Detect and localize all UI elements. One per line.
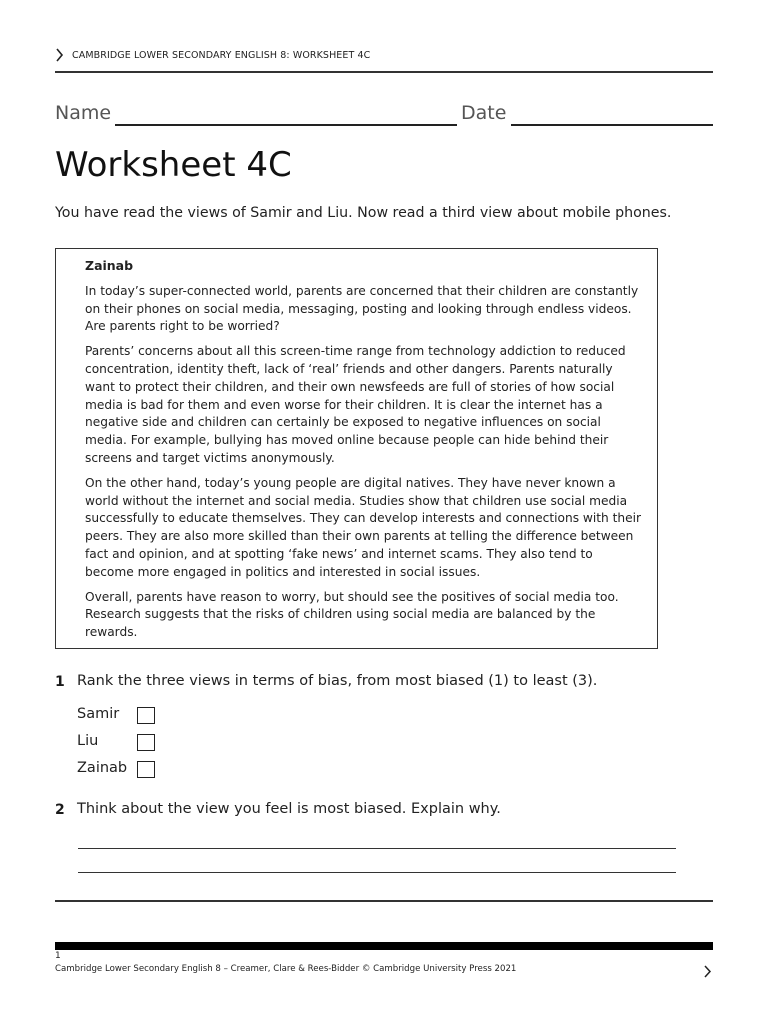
rank-checkbox-liu[interactable]	[137, 734, 155, 751]
intro-text: You have read the views of Samir and Liu. Now read a third view about mobile phones.	[55, 205, 672, 221]
name-field[interactable]	[115, 124, 457, 126]
text-paragraph: On the other hand, today’s young people are digital natives. They have never known a world without the internet and social media. Studies show that children use social media successfully to educate themselves. They can develop interests and connections with their peers. They are also more skilled than their own parents at telling the difference between fact and opinion, and at spotting ‘fake news’ and internet scams. They also tend to become more engaged in politics and interested in social issues.	[85, 475, 642, 579]
answer-line[interactable]	[78, 872, 676, 873]
question-2-number: 2	[55, 802, 65, 818]
section-divider	[55, 900, 713, 902]
rank-option-label: Liu	[77, 733, 99, 749]
rank-option-label: Samir	[77, 706, 120, 722]
name-date-row	[55, 102, 713, 130]
page-number: 1	[55, 951, 61, 961]
worksheet-title: Worksheet 4C	[55, 145, 292, 185]
answer-line[interactable]	[78, 848, 676, 849]
text-paragraph: Parents’ concerns about all this screen-time range from technology addiction to reduced concentration, identity theft, lack of ‘real’ friends and other dangers. Parents naturally want to protect their children, and their own newsfeeds are full of stories of how social media is bad for them and even worse for their children. It is clear the internet has a negative side and children can certainly be exposed to negative influences on social media. For example, bullying has moved online because people can hide behind their screens and target victims anonymously.	[85, 344, 626, 465]
reading-text-box	[55, 248, 658, 649]
footer-credit: Cambridge Lower Secondary English 8 – Creamer, Clare & Rees-Bidder © Cambridge University Press 2021	[55, 964, 517, 974]
date-field[interactable]	[511, 124, 713, 126]
footer-bar	[55, 942, 713, 950]
text-paragraph: In today’s super-connected world, parents are concerned that their children are constantly on their phones on social media, messaging, posting and looking through endless videos. Are parents right to be worried?	[85, 283, 639, 334]
question-1-number: 1	[55, 674, 65, 690]
header-divider	[55, 71, 713, 73]
chevron-right-icon	[703, 965, 713, 978]
rank-checkbox-zainab[interactable]	[137, 761, 155, 778]
chevron-right-icon	[55, 48, 65, 62]
rank-checkbox-samir[interactable]	[137, 707, 155, 724]
question-1-text: Rank the three views in terms of bias, from most biased (1) to least (3).	[77, 673, 598, 689]
question-2-text: Think about the view you feel is most biased. Explain why.	[77, 801, 501, 817]
header-series-title: CAMBRIDGE LOWER SECONDARY ENGLISH 8: WORKSHEET 4C	[72, 50, 371, 61]
date-label: Date	[461, 102, 507, 124]
text-paragraph: Overall, parents have reason to worry, but should see the positives of social media too. Research suggests that the risks of children using social media are balanced by the rewards.	[85, 589, 619, 640]
name-label: Name	[55, 102, 112, 124]
rank-option-label: Zainab	[77, 760, 128, 776]
text-box-heading: Zainab	[85, 258, 134, 273]
